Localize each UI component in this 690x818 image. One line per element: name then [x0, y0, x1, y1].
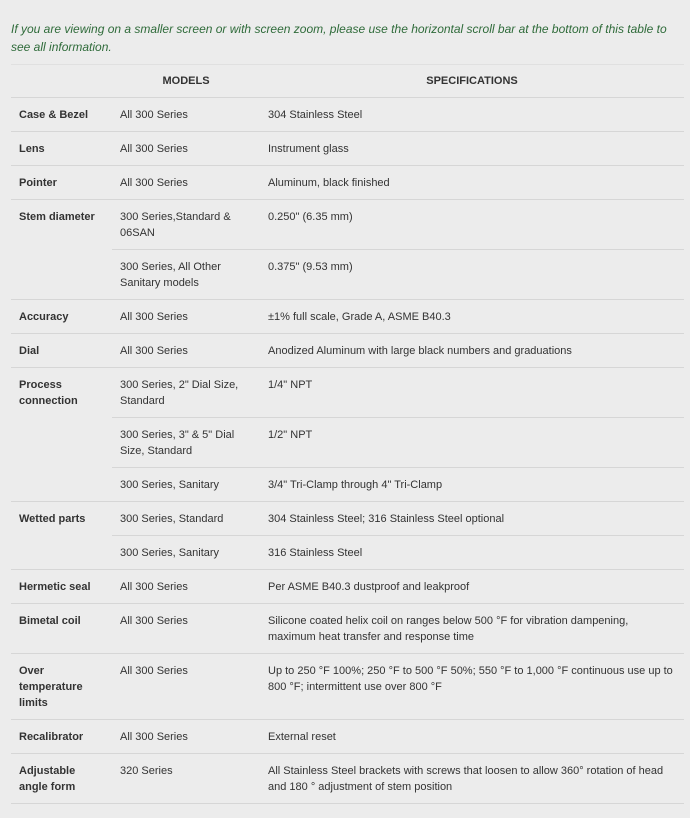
- table-row: [11, 754, 684, 804]
- spec-cell: 0.250" (6.35 mm): [260, 200, 684, 250]
- feature-cell: Over temperature limits: [11, 654, 112, 720]
- table-row: [11, 604, 684, 654]
- spec-cell: 0.375" (9.53 mm): [260, 250, 684, 300]
- model-cell: 300 Series, Sanitary: [112, 536, 260, 570]
- spec-cell: Up to 250 °F 100%; 250 °F to 500 °F 50%; 550 °F to 1,000 °F continuous use up to 800 °F; intermittent use over 800 °F: [260, 654, 684, 720]
- table-row: [11, 98, 684, 132]
- spec-cell: Anodized Aluminum with large black numbers and graduations: [260, 334, 684, 368]
- table-row: [11, 200, 684, 250]
- model-cell: All 300 Series: [112, 98, 260, 132]
- feature-cell: Wetted parts: [11, 502, 112, 570]
- table-row: [11, 166, 684, 200]
- table-row: [11, 132, 684, 166]
- feature-cell: Hermetic seal: [11, 570, 112, 604]
- spec-cell: Instrument glass: [260, 132, 684, 166]
- model-cell: 320 Series: [112, 754, 260, 804]
- model-cell: All 300 Series: [112, 570, 260, 604]
- feature-cell: Lens: [11, 132, 112, 166]
- table-row: [11, 368, 684, 418]
- specifications-table: [11, 64, 684, 804]
- model-cell: All 300 Series: [112, 132, 260, 166]
- spec-cell: Silicone coated helix coil on ranges below 500 °F for vibration dampening, maximum heat transfer and response time: [260, 604, 684, 654]
- feature-cell: Dial: [11, 334, 112, 368]
- table-row: [11, 468, 684, 502]
- table-row: [11, 570, 684, 604]
- model-cell: All 300 Series: [112, 166, 260, 200]
- spec-cell: 316 Stainless Steel: [260, 536, 684, 570]
- table-row: [11, 502, 684, 536]
- table-body: [11, 98, 684, 804]
- table-row: [11, 654, 684, 720]
- model-cell: 300 Series, 3" & 5" Dial Size, Standard: [112, 418, 260, 468]
- feature-cell: Accuracy: [11, 300, 112, 334]
- header-models: MODELS: [112, 65, 260, 98]
- spec-cell: External reset: [260, 720, 684, 754]
- header-feature: [11, 65, 112, 98]
- model-cell: 300 Series, Sanitary: [112, 468, 260, 502]
- spec-cell: Per ASME B40.3 dustproof and leakproof: [260, 570, 684, 604]
- feature-cell: Process connection: [11, 368, 112, 502]
- feature-cell: Pointer: [11, 166, 112, 200]
- table-row: [11, 300, 684, 334]
- table-row: [11, 250, 684, 300]
- table-row: [11, 418, 684, 468]
- spec-cell: 1/2" NPT: [260, 418, 684, 468]
- spec-cell: 304 Stainless Steel: [260, 98, 684, 132]
- spec-cell: All Stainless Steel brackets with screws that loosen to allow 360° rotation of head and 180 ° adjustment of stem position: [260, 754, 684, 804]
- feature-cell: Case & Bezel: [11, 98, 112, 132]
- model-cell: All 300 Series: [112, 720, 260, 754]
- spec-cell: ±1% full scale, Grade A, ASME B40.3: [260, 300, 684, 334]
- model-cell: 300 Series, 2" Dial Size, Standard: [112, 368, 260, 418]
- spec-cell: 1/4" NPT: [260, 368, 684, 418]
- model-cell: All 300 Series: [112, 604, 260, 654]
- table-row: [11, 720, 684, 754]
- model-cell: 300 Series,Standard & 06SAN: [112, 200, 260, 250]
- table-header-row: [11, 65, 684, 98]
- scroll-notice: If you are viewing on a smaller screen or with screen zoom, please use the horizontal scroll bar at the bottom of this table to see all information.: [11, 22, 667, 54]
- spec-cell: 3/4" Tri-Clamp through 4" Tri-Clamp: [260, 468, 684, 502]
- header-specifications: SPECIFICATIONS: [260, 65, 684, 98]
- model-cell: All 300 Series: [112, 300, 260, 334]
- model-cell: 300 Series, All Other Sanitary models: [112, 250, 260, 300]
- feature-cell: Stem diameter: [11, 200, 112, 300]
- model-cell: All 300 Series: [112, 654, 260, 720]
- feature-cell: Bimetal coil: [11, 604, 112, 654]
- model-cell: 300 Series, Standard: [112, 502, 260, 536]
- feature-cell: Recalibrator: [11, 720, 112, 754]
- spec-cell: Aluminum, black finished: [260, 166, 684, 200]
- model-cell: All 300 Series: [112, 334, 260, 368]
- feature-cell: Adjustable angle form: [11, 754, 112, 804]
- table-row: [11, 536, 684, 570]
- table-row: [11, 334, 684, 368]
- spec-cell: 304 Stainless Steel; 316 Stainless Steel optional: [260, 502, 684, 536]
